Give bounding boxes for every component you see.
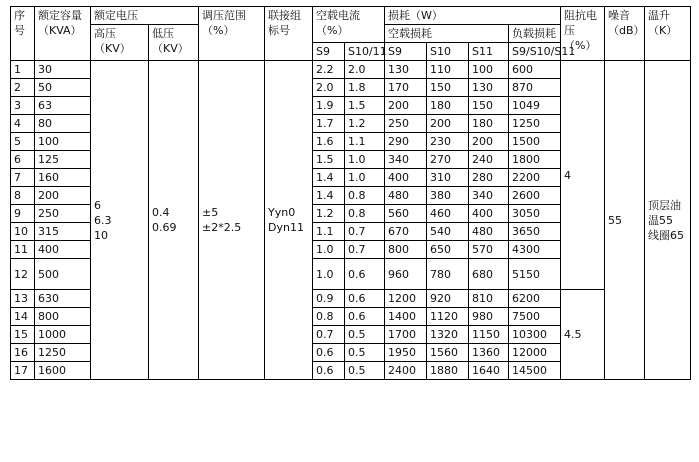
- cell-loss-s10: 180: [427, 97, 469, 115]
- cell-no: 12: [11, 259, 35, 290]
- cell-loss-s9: 340: [385, 151, 427, 169]
- cell-loss-s10: 920: [427, 290, 469, 308]
- cell-load-loss: 870: [509, 79, 561, 97]
- cell-loss-s9: 1400: [385, 308, 427, 326]
- cell-current-s9: 2.2: [313, 61, 345, 79]
- cell-capacity: 250: [35, 205, 91, 223]
- cell-temp-rise: 顶层油温55 线圈65: [645, 61, 691, 380]
- cell-capacity: 100: [35, 133, 91, 151]
- cell-capacity: 500: [35, 259, 91, 290]
- header-loss: 损耗（W）: [385, 7, 561, 25]
- cell-loss-s9: 1200: [385, 290, 427, 308]
- cell-current-s9: 1.5: [313, 151, 345, 169]
- cell-capacity: 30: [35, 61, 91, 79]
- cell-loss-s11: 240: [469, 151, 509, 169]
- cell-current-s10-11: 0.7: [345, 223, 385, 241]
- cell-current-s10-11: 0.6: [345, 308, 385, 326]
- cell-current-s10-11: 0.5: [345, 326, 385, 344]
- cell-current-s10-11: 1.8: [345, 79, 385, 97]
- cell-loss-s10: 230: [427, 133, 469, 151]
- table-header: [11, 7, 691, 61]
- cell-loss-s9: 400: [385, 169, 427, 187]
- cell-load-loss: 3650: [509, 223, 561, 241]
- cell-capacity: 63: [35, 97, 91, 115]
- cell-loss-s11: 980: [469, 308, 509, 326]
- cell-current-s9: 1.0: [313, 259, 345, 290]
- cell-load-loss: 12000: [509, 344, 561, 362]
- subheader-current-s9: S9: [313, 43, 345, 61]
- cell-no: 16: [11, 344, 35, 362]
- cell-loss-s10: 650: [427, 241, 469, 259]
- cell-current-s10-11: 1.5: [345, 97, 385, 115]
- header-temp-rise: 温升（K）: [645, 7, 691, 61]
- cell-no: 3: [11, 97, 35, 115]
- cell-current-s10-11: 0.8: [345, 187, 385, 205]
- cell-loss-s11: 400: [469, 205, 509, 223]
- cell-capacity: 160: [35, 169, 91, 187]
- header-rated-voltage: 额定电压: [91, 7, 199, 25]
- cell-current-s9: 1.4: [313, 169, 345, 187]
- cell-current-s10-11: 1.1: [345, 133, 385, 151]
- cell-low-voltage: 0.4 0.69: [149, 61, 199, 380]
- header-load-loss: 负载损耗: [509, 25, 561, 43]
- cell-noise: 55: [605, 61, 645, 380]
- cell-high-voltage: 6 6.3 10: [91, 61, 149, 380]
- cell-capacity: 800: [35, 308, 91, 326]
- cell-loss-s9: 250: [385, 115, 427, 133]
- cell-capacity: 80: [35, 115, 91, 133]
- cell-no: 14: [11, 308, 35, 326]
- cell-current-s10-11: 0.5: [345, 344, 385, 362]
- cell-no: 8: [11, 187, 35, 205]
- table-row: [11, 61, 691, 79]
- cell-no: 1: [11, 61, 35, 79]
- cell-loss-s9: 560: [385, 205, 427, 223]
- subheader-loss-s9: S9: [385, 43, 427, 61]
- cell-current-s9: 0.7: [313, 326, 345, 344]
- cell-loss-s9: 480: [385, 187, 427, 205]
- table-container: [10, 6, 690, 452]
- cell-loss-s11: 100: [469, 61, 509, 79]
- header-noload-loss: 空载损耗: [385, 25, 509, 43]
- header-low-voltage: 低压（KV）: [149, 25, 199, 61]
- cell-no: 10: [11, 223, 35, 241]
- cell-current-s9: 1.7: [313, 115, 345, 133]
- cell-loss-s9: 130: [385, 61, 427, 79]
- cell-loss-s11: 180: [469, 115, 509, 133]
- cell-current-s9: 1.2: [313, 205, 345, 223]
- cell-load-loss: 7500: [509, 308, 561, 326]
- cell-loss-s9: 1700: [385, 326, 427, 344]
- cell-impedance-a: 4: [561, 61, 605, 290]
- cell-load-loss: 4300: [509, 241, 561, 259]
- cell-no: 5: [11, 133, 35, 151]
- header-no: 序号: [11, 7, 35, 61]
- cell-no: 17: [11, 362, 35, 380]
- cell-capacity: 315: [35, 223, 91, 241]
- cell-current-s9: 1.0: [313, 241, 345, 259]
- cell-loss-s10: 110: [427, 61, 469, 79]
- cell-loss-s11: 810: [469, 290, 509, 308]
- cell-loss-s10: 200: [427, 115, 469, 133]
- cell-loss-s10: 540: [427, 223, 469, 241]
- cell-no: 2: [11, 79, 35, 97]
- cell-load-loss: 14500: [509, 362, 561, 380]
- header-noise: 噪音（dB）: [605, 7, 645, 61]
- cell-capacity: 125: [35, 151, 91, 169]
- cell-loss-s11: 1640: [469, 362, 509, 380]
- cell-loss-s10: 460: [427, 205, 469, 223]
- cell-current-s9: 1.9: [313, 97, 345, 115]
- cell-capacity: 50: [35, 79, 91, 97]
- cell-current-s10-11: 0.8: [345, 205, 385, 223]
- cell-loss-s10: 380: [427, 187, 469, 205]
- header-impedance: 阻抗电压（%）: [561, 7, 605, 61]
- cell-loss-s11: 130: [469, 79, 509, 97]
- cell-no: 9: [11, 205, 35, 223]
- cell-current-s9: 1.6: [313, 133, 345, 151]
- cell-no: 11: [11, 241, 35, 259]
- cell-loss-s9: 960: [385, 259, 427, 290]
- cell-current-s10-11: 0.6: [345, 290, 385, 308]
- cell-current-s9: 1.1: [313, 223, 345, 241]
- cell-load-loss: 1500: [509, 133, 561, 151]
- cell-no: 13: [11, 290, 35, 308]
- cell-load-loss: 2200: [509, 169, 561, 187]
- table-body: [11, 61, 691, 380]
- cell-load-loss: 1800: [509, 151, 561, 169]
- cell-load-loss: 2600: [509, 187, 561, 205]
- cell-current-s10-11: 1.0: [345, 169, 385, 187]
- cell-loss-s11: 1150: [469, 326, 509, 344]
- cell-loss-s9: 800: [385, 241, 427, 259]
- cell-capacity: 630: [35, 290, 91, 308]
- cell-current-s10-11: 0.7: [345, 241, 385, 259]
- cell-loss-s11: 340: [469, 187, 509, 205]
- cell-load-loss: 600: [509, 61, 561, 79]
- cell-regulation-range: ±5 ±2*2.5: [199, 61, 265, 380]
- cell-loss-s10: 270: [427, 151, 469, 169]
- header-vector-group: 联接组标号: [265, 7, 313, 61]
- cell-loss-s11: 150: [469, 97, 509, 115]
- subheader-loss-s10: S10: [427, 43, 469, 61]
- cell-loss-s11: 200: [469, 133, 509, 151]
- cell-impedance-b: 4.5: [561, 290, 605, 380]
- cell-loss-s9: 200: [385, 97, 427, 115]
- cell-capacity: 1000: [35, 326, 91, 344]
- cell-current-s9: 0.8: [313, 308, 345, 326]
- cell-current-s10-11: 1.2: [345, 115, 385, 133]
- cell-loss-s9: 2400: [385, 362, 427, 380]
- cell-loss-s9: 170: [385, 79, 427, 97]
- cell-loss-s11: 280: [469, 169, 509, 187]
- cell-no: 15: [11, 326, 35, 344]
- header-high-voltage: 高压（KV）: [91, 25, 149, 61]
- header-regulation-range: 调压范围（%）: [199, 7, 265, 61]
- cell-loss-s10: 780: [427, 259, 469, 290]
- cell-capacity: 400: [35, 241, 91, 259]
- cell-current-s9: 0.6: [313, 362, 345, 380]
- cell-load-loss: 5150: [509, 259, 561, 290]
- cell-loss-s11: 480: [469, 223, 509, 241]
- cell-loss-s11: 570: [469, 241, 509, 259]
- cell-loss-s11: 680: [469, 259, 509, 290]
- subheader-current-s10-11: S10/11: [345, 43, 385, 61]
- cell-load-loss: 6200: [509, 290, 561, 308]
- cell-current-s9: 0.6: [313, 344, 345, 362]
- cell-loss-s10: 1120: [427, 308, 469, 326]
- header-row-1: [11, 7, 691, 25]
- cell-load-loss: 1250: [509, 115, 561, 133]
- cell-current-s10-11: 1.0: [345, 151, 385, 169]
- transformer-spec-table: [10, 6, 691, 380]
- subheader-loss-s11: S11: [469, 43, 509, 61]
- header-noload-current: 空载电流（%）: [313, 7, 385, 43]
- cell-load-loss: 10300: [509, 326, 561, 344]
- cell-load-loss: 3050: [509, 205, 561, 223]
- cell-loss-s10: 1320: [427, 326, 469, 344]
- cell-loss-s10: 150: [427, 79, 469, 97]
- cell-load-loss: 1049: [509, 97, 561, 115]
- cell-no: 6: [11, 151, 35, 169]
- cell-loss-s9: 1950: [385, 344, 427, 362]
- cell-loss-s10: 1880: [427, 362, 469, 380]
- cell-loss-s9: 290: [385, 133, 427, 151]
- cell-no: 4: [11, 115, 35, 133]
- cell-loss-s10: 310: [427, 169, 469, 187]
- cell-current-s9: 0.9: [313, 290, 345, 308]
- cell-current-s9: 1.4: [313, 187, 345, 205]
- cell-current-s10-11: 2.0: [345, 61, 385, 79]
- cell-capacity: 1250: [35, 344, 91, 362]
- cell-capacity: 200: [35, 187, 91, 205]
- cell-capacity: 1600: [35, 362, 91, 380]
- cell-loss-s11: 1360: [469, 344, 509, 362]
- cell-current-s10-11: 0.5: [345, 362, 385, 380]
- cell-vector-group: Yyn0 Dyn11: [265, 61, 313, 380]
- cell-current-s10-11: 0.6: [345, 259, 385, 290]
- cell-loss-s9: 670: [385, 223, 427, 241]
- cell-current-s9: 2.0: [313, 79, 345, 97]
- cell-loss-s10: 1560: [427, 344, 469, 362]
- cell-no: 7: [11, 169, 35, 187]
- header-capacity: 额定容量（KVA）: [35, 7, 91, 61]
- subheader-load-loss: S9/S10/S11: [509, 43, 561, 61]
